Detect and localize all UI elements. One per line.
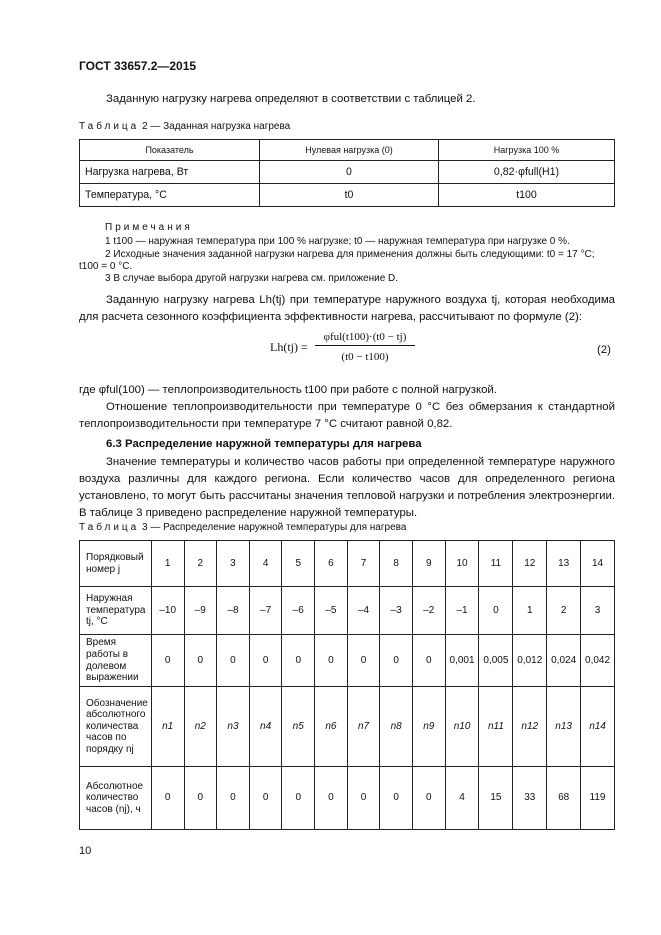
table3-cell: 0 [347,767,380,830]
note-2: 2 Исходные значения заданной нагрузки нагрева для применения должны быть следующими: t0 = 17 °С; [105,249,595,260]
note-3: 3 В случае выбора другой нагрузки нагрева см. приложение D. [105,273,399,284]
table3-cell: 14 [581,541,615,587]
table3-cell: –5 [315,587,348,635]
table3-cell: n8 [380,687,413,767]
table3-cell: 0,024 [547,635,581,687]
table3-cell: 0 [184,635,217,687]
table3-cell: 11 [479,541,513,587]
table-row [80,184,615,207]
table3-row-header: Время работы в долевом выражении [80,635,152,687]
table2-header: Нагрузка 100 % [439,140,615,161]
table3-cell: –3 [380,587,413,635]
table2-cell: t0 [260,184,439,207]
table3-cell: –6 [282,587,315,635]
table3-cell: 4 [249,541,282,587]
table3-cell: 0 [412,635,445,687]
table3-cell: 0 [249,767,282,830]
table3-cell: 0 [151,767,184,830]
table3-cell: 1 [151,541,184,587]
formula-intro-paragraph: Заданную нагрузку нагрева Lh(tj) при температуре наружного воздуха tj, которая необходима для расчета сезонного коэффициента эффективности нагрева, рассчитывают по формуле (2): [79,294,615,323]
table3-cell: 0 [249,635,282,687]
table3-cell: –10 [151,587,184,635]
section-paragraph: Значение температуры и количество часов работы при определенной температуре наружного воздуха различны для каждого региона. Если количество часов для определенного региона установлено, то могут быть рассчитаны значения тепловой нагрузки и потребления электроэнергии. В таблице 3 приведено распределение наружной температуры. [79,456,615,519]
note-2-continued: t100 = 0 °С. [79,261,133,272]
table-row [80,767,615,830]
table3-cell: –4 [347,587,380,635]
table3-cell: 0 [184,767,217,830]
table3-cell: 0 [347,635,380,687]
table3-cell: 2 [547,587,581,635]
table3-row-header: Абсолютное количество часов (nj), ч [80,767,152,830]
table3-cell: 119 [581,767,615,830]
table3-cell: 0 [151,635,184,687]
table3-cell: n3 [217,687,250,767]
table3-row-header: Обозначение абсолютного количества часов по порядку nj [80,687,152,767]
table3-cell: 13 [547,541,581,587]
table2-header: Нулевая нагрузка (0) [260,140,439,161]
document-header: ГОСТ 33657.2—2015 [79,59,197,73]
table3-cell: 68 [547,767,581,830]
table3-cell: 0 [217,635,250,687]
table3-cell: –8 [217,587,250,635]
table3-cell: –2 [412,587,445,635]
notes-title-text: Примечания [105,222,193,233]
table3-cell: n9 [412,687,445,767]
table3-cell: 0 [282,767,315,830]
table3-cell: 0,012 [513,635,547,687]
intro-paragraph: Заданную нагрузку нагрева определяют в соответствии с таблицей 2. [106,93,476,105]
table3-cell: n5 [282,687,315,767]
formula-number: (2) [597,344,611,356]
table3-caption-text: 3 — Распределение наружной температуры для нагрева [139,522,407,533]
table3-cell: n14 [581,687,615,767]
table3-cell: n6 [315,687,348,767]
notes-title [105,222,615,235]
table-row [80,587,615,635]
table3-cell: n2 [184,687,217,767]
formula-lhs: Lh(tj) = [270,340,308,354]
note-1: 1 t100 — наружная температура при 100 % нагрузке; t0 — наружная температура при нагрузке 0 %. [105,236,570,247]
table3-cell: 0,001 [445,635,479,687]
table3-cell: n10 [445,687,479,767]
table2-cell: Температура, °С [80,184,260,207]
table3-cell: 0 [217,767,250,830]
formula-denominator: (t0 − t100) [341,351,389,363]
table3-cell: 5 [282,541,315,587]
table3-cell: 6 [315,541,348,587]
table3-cell: –1 [445,587,479,635]
table2-cell: 0,82·φfull(Н1) [439,161,615,184]
section-heading: 6.3 Распределение наружной температуры для нагрева [106,438,422,450]
table3-cell: n11 [479,687,513,767]
table3-cell: n4 [249,687,282,767]
table-3 [79,540,615,830]
table3-cell: n12 [513,687,547,767]
table2-cell: Нагрузка нагрева, Вт [80,161,260,184]
formula-numerator: φful(t100)·(t0 − tj) [315,331,415,346]
table2-caption-label: Таблица [79,121,140,132]
table2-cell: t100 [439,184,615,207]
table3-cell: 33 [513,767,547,830]
table3-cell: 12 [513,541,547,587]
table3-caption [79,522,406,533]
table3-cell: 0 [479,587,513,635]
ratio-paragraph: Отношение теплопроизводительности при температуре 0 °С без обмерзания к стандартной теплопроизводительности при температуре 7 °С считают равной 0,82. [79,401,615,430]
table3-cell: n13 [547,687,581,767]
table3-row-header: Наружная температура tj, °С [80,587,152,635]
table3-cell: 0 [380,767,413,830]
table2-caption [79,121,290,132]
table3-cell: n1 [151,687,184,767]
table3-cell: 0 [412,767,445,830]
table3-caption-label: Таблица [79,522,140,533]
table3-cell: 15 [479,767,513,830]
table-2 [79,139,615,207]
table3-cell: 0,005 [479,635,513,687]
table3-cell: 9 [412,541,445,587]
table3-cell: 2 [184,541,217,587]
table-row [80,687,615,767]
table3-cell: 1 [513,587,547,635]
table3-cell: 0 [380,635,413,687]
table3-cell: 0 [315,767,348,830]
table3-cell: 7 [347,541,380,587]
table3-cell: 3 [217,541,250,587]
table3-cell: n7 [347,687,380,767]
table-row [80,161,615,184]
table3-cell: 8 [380,541,413,587]
table2-header: Показатель [80,140,260,161]
table2-caption-text: 2 — Заданная нагрузка нагрева [139,121,291,132]
table3-cell: 4 [445,767,479,830]
where-paragraph: где φful(100) — теплопроизводительность t100 при работе с полной нагрузкой. [79,384,497,396]
table3-cell: –9 [184,587,217,635]
table3-cell: 10 [445,541,479,587]
table3-row-header: Порядковый номер j [80,541,152,587]
table3-cell: 0 [282,635,315,687]
table3-cell: 0,042 [581,635,615,687]
page-number: 10 [79,845,92,857]
table3-cell: 3 [581,587,615,635]
table-row [80,541,615,587]
table2-cell: 0 [260,161,439,184]
table3-cell: –7 [249,587,282,635]
table-row [80,635,615,687]
table3-cell: 0 [315,635,348,687]
